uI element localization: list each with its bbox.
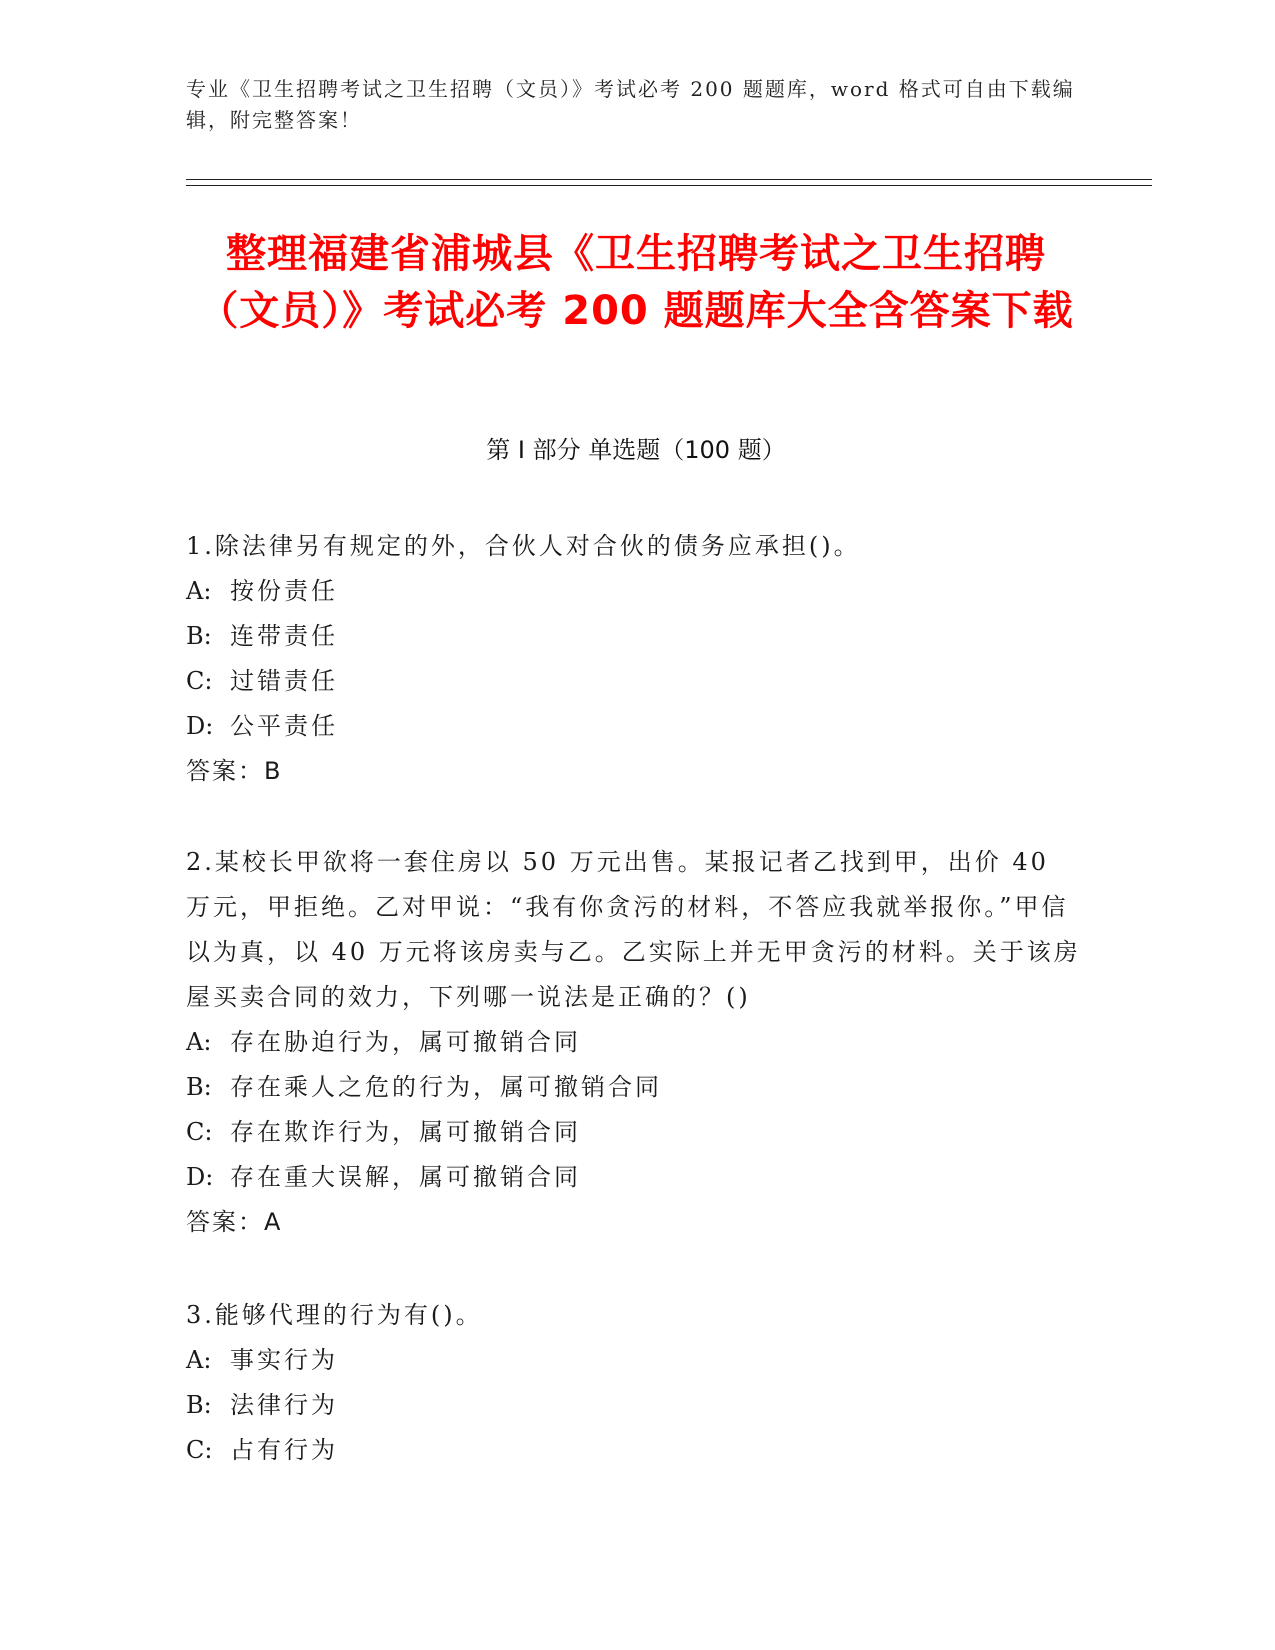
option-b	[186, 1383, 1086, 1428]
option-d	[186, 704, 1086, 749]
option-key: B:	[186, 622, 212, 650]
answer: 答案：B	[186, 757, 283, 785]
option-key: B:	[186, 1073, 212, 1101]
document-title: 整理福建省浦城县《卫生招聘考试之卫生招聘（文员）》考试必考 200 题题库大全含答案下载	[198, 231, 1074, 334]
option-c	[186, 1428, 1086, 1473]
option-d	[186, 1155, 1086, 1200]
option-a	[186, 569, 1086, 614]
answer: 答案：A	[186, 1208, 283, 1236]
section-heading: 第 I 部分 单选题（100 题）	[486, 436, 786, 464]
option-text: 存在乘人之危的行为，属可撤销合同	[230, 1073, 662, 1101]
header-divider-bottom	[186, 185, 1152, 186]
option-key: A:	[186, 1346, 212, 1374]
option-b	[186, 1065, 1086, 1110]
question-3	[186, 1293, 1086, 1473]
question-1	[186, 524, 1086, 794]
question-text: 1.除法律另有规定的外，合伙人对合伙的债务应承担()。	[186, 532, 861, 560]
option-key: C:	[186, 1436, 213, 1464]
question-text: 2.某校长甲欲将一套住房以 50 万元出售。某报记者乙找到甲，出价 40 万元，甲拒绝。乙对甲说：“我有你贪污的材料，不答应我就举报你。”甲信以为真，以 40 万元将该房卖与乙。乙实际上并无甲贪污的材料。关于该房屋买卖合同的效力，下列哪一说法是正确的？()	[186, 848, 1081, 1011]
header-divider-top	[186, 179, 1152, 180]
option-text: 存在重大误解，属可撤销合同	[230, 1163, 581, 1191]
option-text: 连带责任	[230, 622, 338, 650]
option-text: 存在胁迫行为，属可撤销合同	[230, 1028, 581, 1056]
option-key: D:	[186, 712, 214, 740]
option-a	[186, 1338, 1086, 1383]
option-text: 事实行为	[230, 1346, 338, 1374]
option-text: 法律行为	[230, 1391, 338, 1419]
option-a	[186, 1020, 1086, 1065]
header-note: 专业《卫生招聘考试之卫生招聘（文员）》考试必考 200 题题库，word 格式可自由下载编辑，附完整答案！	[186, 77, 1075, 132]
option-text: 按份责任	[230, 577, 338, 605]
option-key: D:	[186, 1163, 214, 1191]
option-b	[186, 614, 1086, 659]
question-text: 3.能够代理的行为有()。	[186, 1301, 483, 1329]
option-text: 过错责任	[230, 667, 338, 695]
question-2	[186, 840, 1086, 1245]
option-text: 存在欺诈行为，属可撤销合同	[230, 1118, 581, 1146]
option-key: A:	[186, 1028, 212, 1056]
option-key: B:	[186, 1391, 212, 1419]
option-c	[186, 659, 1086, 704]
option-c	[186, 1110, 1086, 1155]
option-text: 公平责任	[230, 712, 338, 740]
option-key: C:	[186, 667, 213, 695]
option-key: A:	[186, 577, 212, 605]
option-key: C:	[186, 1118, 213, 1146]
option-text: 占有行为	[230, 1436, 338, 1464]
